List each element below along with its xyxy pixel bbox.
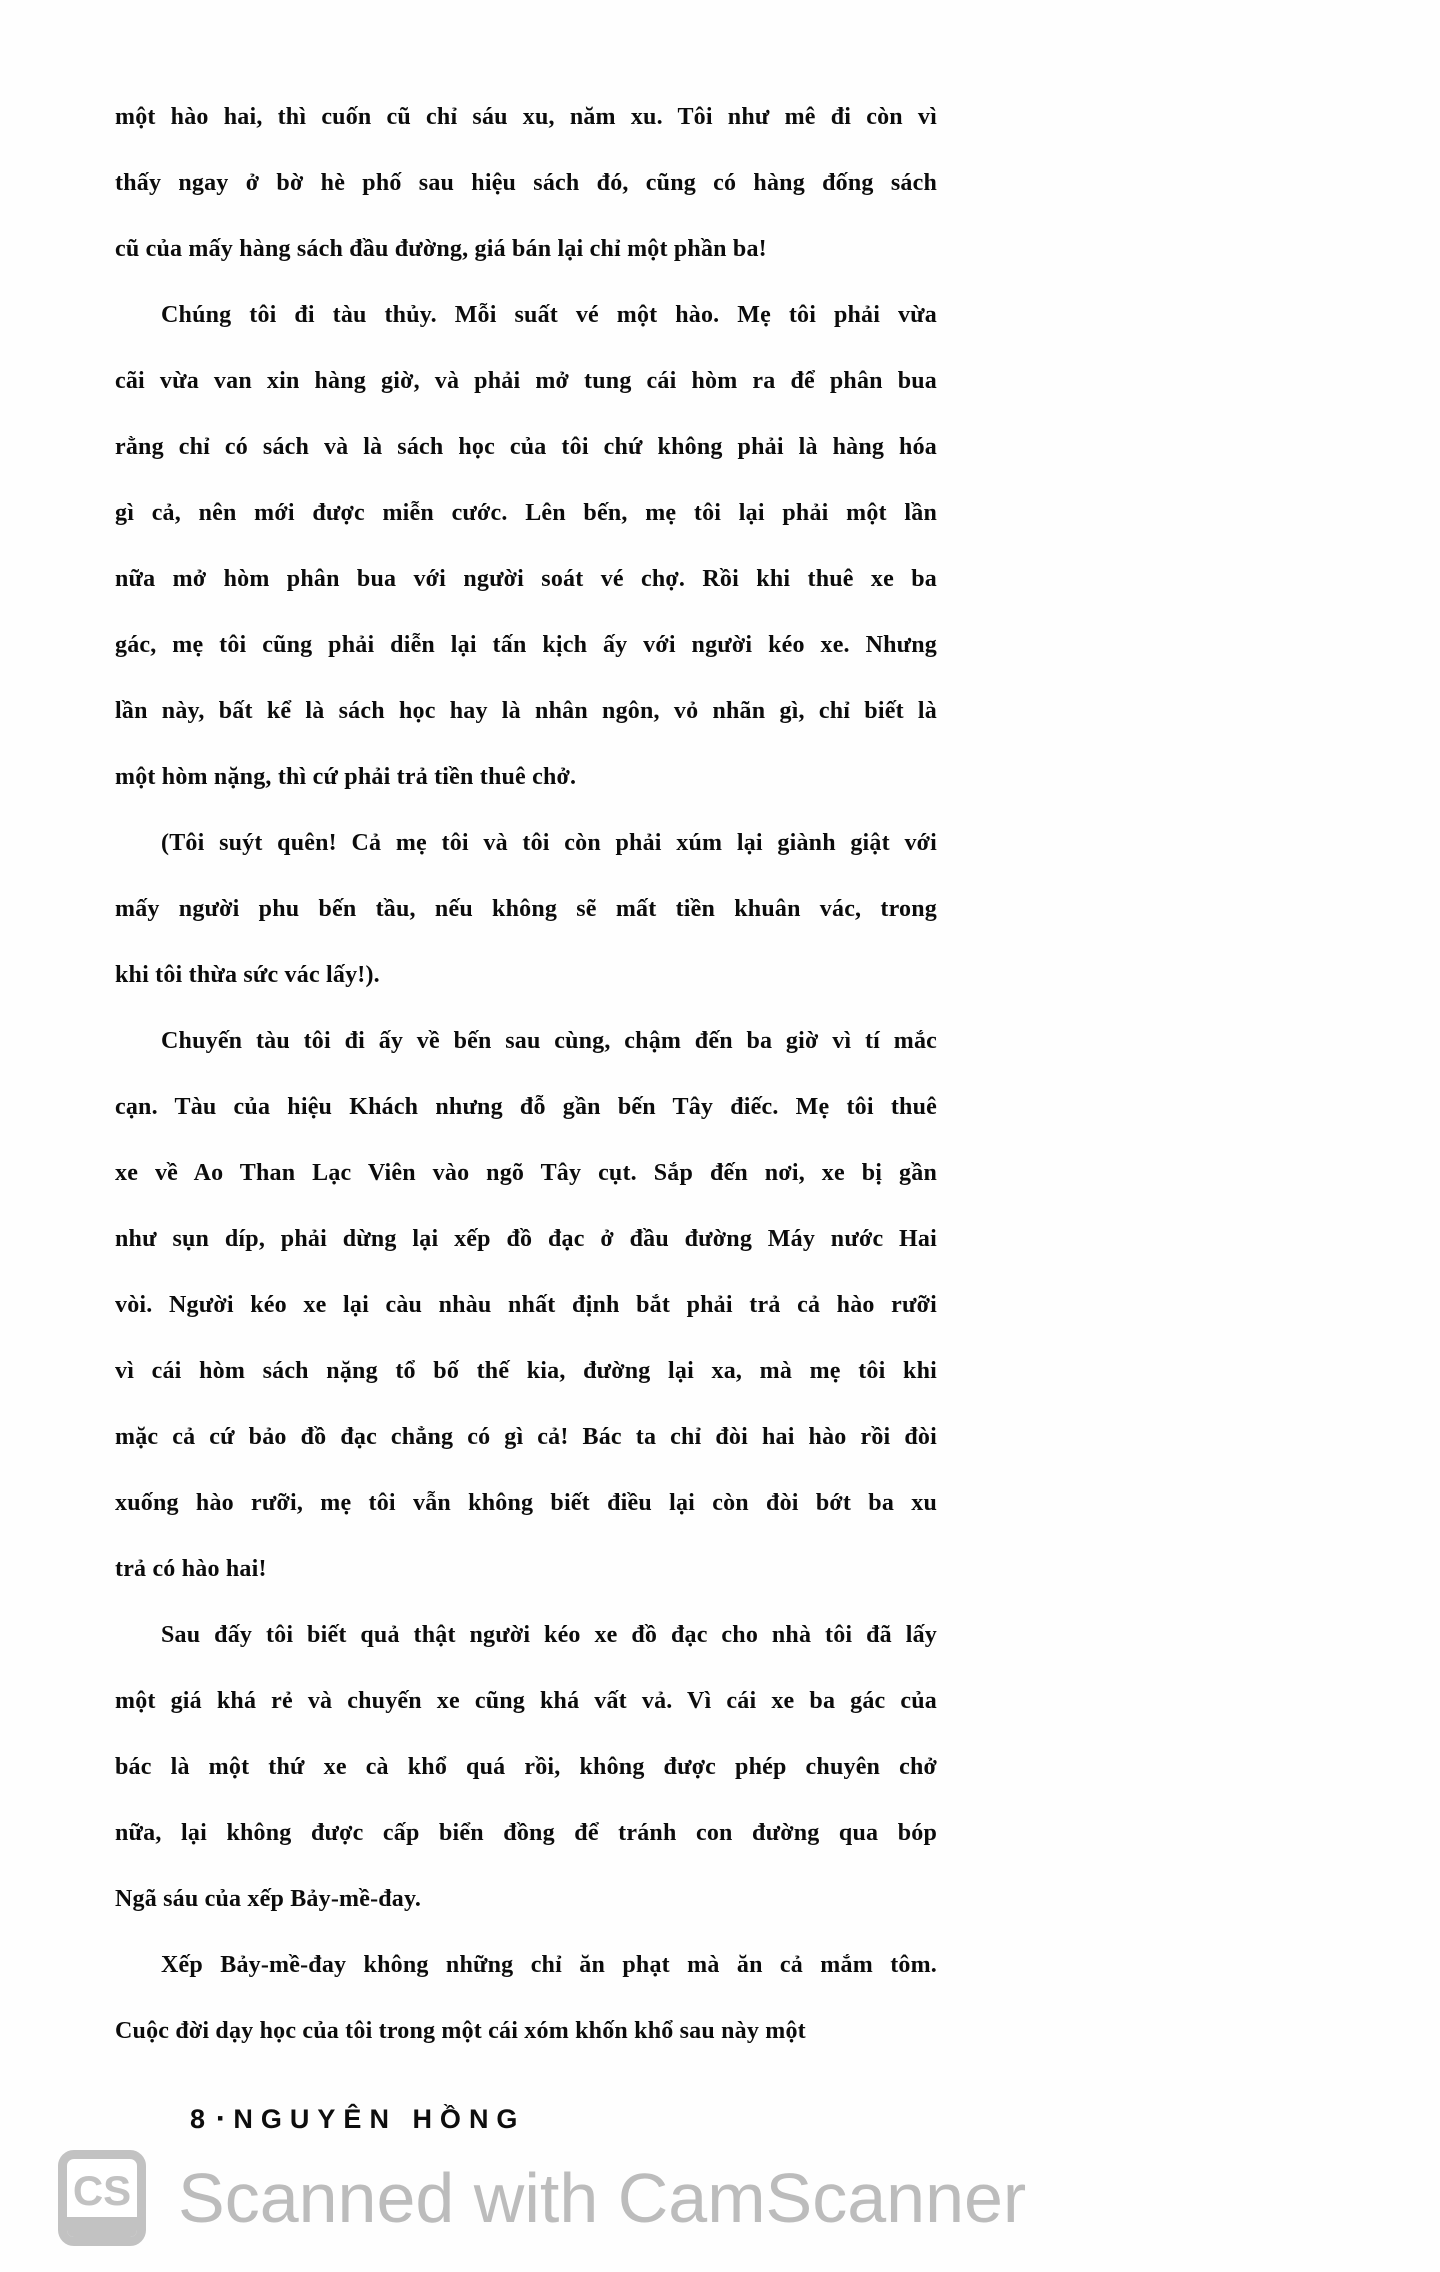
text-line: trả có hào hai! (115, 1556, 267, 1582)
text-line: vòi. Người kéo xe lại càu nhàu nhất định bắt phải trả cả hào rưỡi (115, 1292, 937, 1318)
paragraph (115, 1008, 937, 1602)
camscanner-logo-letters: CS (72, 2167, 132, 2214)
page-footer (190, 2104, 525, 2135)
text-line: một hào hai, thì cuốn cũ chỉ sáu xu, năm xu. Tôi như mê đi còn vì (115, 104, 937, 130)
text-line: như sụn díp, phải dừng lại xếp đồ đạc ở đầu đường Máy nước Hai (115, 1226, 937, 1252)
text-line: Sau đấy tôi biết quả thật người kéo xe đồ đạc cho nhà tôi đã lấy (161, 1622, 937, 1648)
text-line: một giá khá rẻ và chuyến xe cũng khá vất vả. Vì cái xe ba gác của (115, 1688, 937, 1714)
camscanner-watermark (58, 2150, 1026, 2246)
text-line: bác là một thứ xe cà khổ quá rồi, không được phép chuyên chở (115, 1754, 937, 1780)
text-line: nữa mở hòm phân bua với người soát vé chợ. Rồi khi thuê xe ba (115, 566, 937, 592)
paragraph (115, 1932, 937, 2064)
text-line: Chúng tôi đi tàu thủy. Mỗi suất vé một hào. Mẹ tôi phải vừa (161, 302, 937, 328)
paragraph (115, 1602, 937, 1932)
text-line: nữa, lại không được cấp biển đồng để tránh con đường qua bóp (115, 1820, 937, 1846)
paragraph (115, 282, 937, 810)
text-line: rằng chỉ có sách và là sách học của tôi chứ không phải là hàng hóa (115, 434, 937, 460)
text-line: mặc cả cứ bảo đồ đạc chẳng có gì cả! Bác ta chỉ đòi hai hào rồi đòi (115, 1424, 937, 1450)
text-line: cạn. Tàu của hiệu Khách nhưng đỗ gần bến Tây điếc. Mẹ tôi thuê (115, 1094, 937, 1120)
text-line: xuống hào rưỡi, mẹ tôi vẫn không biết điều lại còn đòi bớt ba xu (115, 1490, 937, 1516)
text-line: gác, mẹ tôi cũng phải diễn lại tấn kịch ấy với người kéo xe. Nhưng (115, 632, 937, 658)
text-line: vì cái hòm sách nặng tổ bố thế kia, đường lại xa, mà mẹ tôi khi (115, 1358, 937, 1384)
page-text (115, 84, 937, 2064)
text-line: xe về Ao Than Lạc Viên vào ngõ Tây cụt. Sắp đến nơi, xe bị gần (115, 1160, 937, 1186)
text-line: Chuyến tàu tôi đi ấy về bến sau cùng, chậm đến ba giờ vì tí mắc (161, 1028, 937, 1054)
separator-square-icon: ▪ (217, 2108, 224, 2128)
text-line: lần này, bất kể là sách học hay là nhân ngôn, vỏ nhãn gì, chỉ biết là (115, 698, 937, 724)
text-line: mấy người phu bến tầu, nếu không sẽ mất tiền khuân vác, trong (115, 896, 937, 922)
text-line: (Tôi suýt quên! Cả mẹ tôi và tôi còn phải xúm lại giành giật với (161, 830, 937, 856)
page-number: 8 (190, 2104, 214, 2134)
text-line: cãi vừa van xin hàng giờ, và phải mở tung cái hòm ra để phân bua (115, 368, 937, 394)
watermark-label: Scanned with CamScanner (178, 2159, 1027, 2237)
text-line: Cuộc đời dạy học của tôi trong một cái xóm khốn khổ sau này một (115, 2018, 806, 2044)
paragraph (115, 810, 937, 1008)
text-line: thấy ngay ở bờ hè phố sau hiệu sách đó, cũng có hàng đống sách (115, 170, 937, 196)
camscanner-logo-base (67, 2217, 137, 2237)
camscanner-logo-icon (58, 2150, 146, 2246)
text-line: Xếp Bảy-mề-đay không những chỉ ăn phạt mà ăn cả mắm tôm. (161, 1952, 937, 1978)
text-line: Ngã sáu của xếp Bảy-mề-đay. (115, 1886, 422, 1912)
text-line: cũ của mấy hàng sách đầu đường, giá bán lại chỉ một phần ba! (115, 236, 767, 262)
paragraph (115, 84, 937, 282)
author-name: NGUYÊN HỒNG (233, 2104, 526, 2134)
text-line: khi tôi thừa sức vác lấy!). (115, 962, 380, 988)
text-line: một hòm nặng, thì cứ phải trả tiền thuê chở. (115, 764, 577, 790)
text-line: gì cả, nên mới được miễn cước. Lên bến, mẹ tôi lại phải một lần (115, 500, 937, 526)
